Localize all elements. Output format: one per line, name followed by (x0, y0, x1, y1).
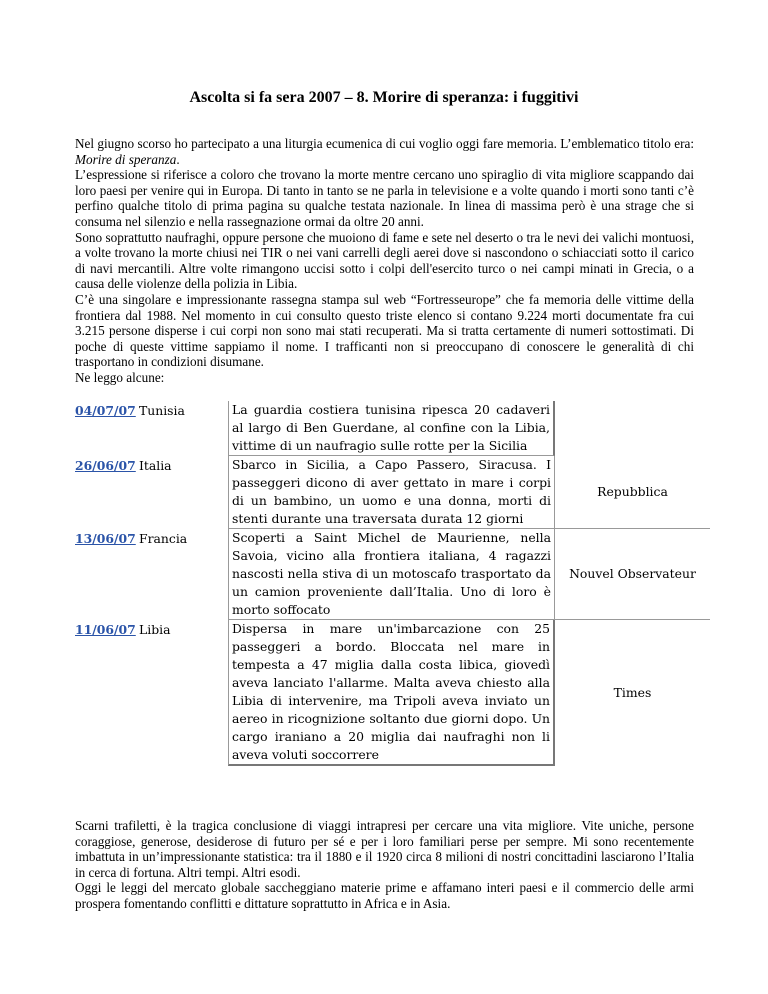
table-row (75, 401, 710, 456)
intro-section (75, 136, 694, 386)
intro-p1-text: Nel giugno scorso ho partecipato a una liturgia ecumenica di cui voglio oggi fare memoria. L’emblematico titolo era: (75, 136, 694, 151)
outro-paragraph-2: Oggi le leggi del mercato globale saccheggiano materie prime e affamano interi paesi e il commercio delle armi prospera fomentando conflitti e dittature soprattutto in Africa e in Asia. (75, 880, 694, 911)
document-title: Ascolta si fa sera 2007 – 8. Morire di speranza: i fuggitivi (189, 89, 579, 106)
outro-paragraph-1: Scarni trafiletti, è la tragica conclusione di viaggi intrapresi per cercare una vita migliore. Vite uniche, persone coraggiose, generose, desiderose di futuro per sé e per i loro familiari perse per sempre. Mi sono recentemente imbattuta in un’impressionante statistica: tra il 1880 e il 1920 circa 8 milioni di nostri concittadini lasciarono l’Italia in cerca di fortuna. Altri tempi. Altri esodi. (75, 818, 694, 880)
intro-paragraph-2: L’espressione si riferisce a coloro che trovano la morte mentre cercano uno spiraglio di vita migliore scappando dai loro paesi per venire qui in Europa. Di tanto in tanto se ne parla in televisione e a volte quando i morti sono tanti c’è perfino qualche titolo di prima pagina su qualche testata nazionale. In linea di massima però è una strage che si consuma nel silenzio e nella rassegnazione ormai da oltre 20 anni. (75, 167, 694, 229)
entry-text: La guardia costiera tunisina ripesca 20 cadaveri al largo di Ben Guerdane, al confine con la Libia, vittime di un naufragio sulle rotte per la Sicilia (228, 401, 555, 456)
entry-date-link[interactable]: 11/06/07 (75, 622, 136, 637)
intro-paragraph-3: Sono soprattutto naufraghi, oppure persone che muoiono di fame e sete nel deserto o tra le nevi dei valichi montuosi, a volte trovano la morte chiusi nei TIR o nei vani carrelli degli aerei dove si nascondono o schiacciati sotto il carico di navi mercantili. Altre volte rimangono uccisi sotto i colpi dell'esercito turco o nei campi minati in Grecia, o a causa delle violenze della polizia in Libia. (75, 229, 694, 292)
entry-country: Francia (139, 531, 188, 546)
table-row (75, 620, 710, 766)
liturgy-title: Morire di speranza (75, 151, 177, 167)
table-row (75, 456, 710, 529)
entry-country: Libia (139, 622, 171, 637)
entry-country: Italia (139, 458, 172, 473)
outro-section (75, 818, 694, 912)
entry-date-link[interactable]: 13/06/07 (75, 531, 136, 546)
intro-p1-end: . (176, 151, 180, 167)
entry-source: Repubblica (555, 456, 710, 529)
entry-date-link[interactable]: 26/06/07 (75, 458, 136, 473)
entry-text: Scoperti a Saint Michel de Maurienne, nella Savoia, vicino alla frontiera italiana, 4 ragazzi nascosti nella stiva di un motoscafo trasportato da un camion proveniente dall’Italia. Uno di loro è morto soffocato (228, 529, 555, 620)
table-row (75, 529, 710, 620)
entry-text: Sbarco in Sicilia, a Capo Passero, Siracusa. I passeggeri dicono di aver gettato in mare i corpi di un bambino, un uomo e una donna, morti di stenti durante una traversata durata 12 giorni (228, 456, 555, 529)
entry-text: Dispersa in mare un'imbarcazione con 25 passeggeri a bordo. Bloccata nel mare in tempesta a 47 miglia dalla costa libica, giovedì aveva lanciato l'allarme. Malta aveva chiesto alla Libia di intervenire, ma Tripoli aveva inviato un aereo in ricognizione soltanto due giorni dopo. Un cargo iraniano a 20 miglia dai naufraghi non li aveva voluti soccorrere (228, 620, 555, 766)
entry-source: Times (613, 685, 652, 700)
entry-source: Nouvel Observateur (555, 529, 710, 620)
intro-paragraph-5: Ne leggo alcune: (75, 369, 165, 385)
intro-paragraph-1 (75, 136, 694, 167)
entry-source (555, 401, 710, 456)
intro-paragraph-4: C’è una singolare e impressionante rassegna stampa sul web “Fortresseurope” che fa memoria delle vittime della frontiera dal 1988. Nel momento in cui consulto questo triste elenco si contano 9.224 morti documentate fra cui 3.215 persone disperse i cui corpi non sono mai stati recuperati. Ma si tratta certamente di numeri sottostimati. Di poche di queste vittime sappiamo il nome. I trafficanti non si preoccupano di conoscere le generalità di chi trasportano in condizioni disumane. (75, 291, 694, 370)
victims-table (75, 401, 710, 766)
entry-country: Tunisia (139, 403, 185, 418)
entry-date-link[interactable]: 04/07/07 (75, 403, 136, 418)
